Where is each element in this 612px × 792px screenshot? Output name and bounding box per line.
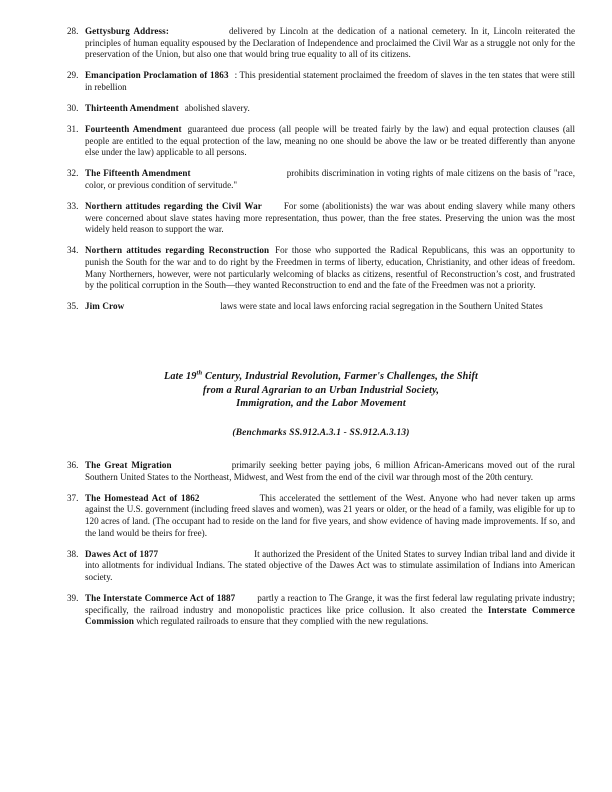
- list-item-body: For some (abolitionists) the war was about ending slavery while many others were concerned about slave states having more representation, thus power, than the free states. Preserving the union was the most widely held reason to support the war.: [85, 201, 575, 235]
- list-item-number: 31.: [67, 124, 79, 135]
- vertical-spacer: [67, 322, 575, 370]
- list-item-term: Fourteenth Amendment: [85, 124, 182, 135]
- numbered-list-bottom: [67, 460, 575, 628]
- list-item-term: The Interstate Commerce Act of 1887: [85, 592, 236, 603]
- vertical-spacer: [67, 411, 575, 427]
- list-item: [67, 26, 575, 61]
- section-heading-line-1-rest: Century, Industrial Revolution, Farmer's Challenges, the Shift: [202, 371, 478, 383]
- benchmarks-line: (Benchmarks SS.912.A.3.1 - SS.912.A.3.13): [232, 428, 410, 439]
- list-item-term: Dawes Act of 1877: [85, 548, 159, 559]
- list-item-body: abolished slavery.: [184, 102, 250, 113]
- ordinal-suffix: th: [196, 369, 203, 377]
- list-item-inline-term: Interstate Commerce Commission: [85, 604, 575, 627]
- section-heading-line-1: [67, 370, 575, 384]
- list-item-body: delivered by Lincoln at the dedication of a national cemetery. In it, Lincoln reiterated the principles of human equality espoused by the Declaration of Independence and proclaimed the Civil War as a struggle not only for the preservation of the Union, but also one that would bring true equality to all of its citizens.: [85, 26, 575, 60]
- list-item-body: laws were state and local laws enforcing racial segregation in the Southern United States: [220, 301, 543, 312]
- list-item-term: The Great Migration: [85, 460, 172, 471]
- list-item-body: guaranteed due process (all people will be treated fairly by the law) and equal protection clauses (all people are entitled to the equal protection of the law, meaning no one should be above the law or be treated differently than anyone else under the law) applicable to all persons.: [85, 124, 575, 158]
- list-item-body: prohibits discrimination in voting rights of male citizens on the basis of "race, color, or previous condition of servitude.": [85, 168, 575, 190]
- list-item-number: 29.: [67, 70, 79, 81]
- list-item: [67, 103, 575, 115]
- list-item-number: 34.: [67, 245, 79, 256]
- list-item: [67, 593, 575, 628]
- list-item-body: partly a reaction to The Grange, it was the first federal law regulating private industry; specifically, the railroad industry and monopolistic practices like price collusion. It also created the: [85, 592, 575, 615]
- list-item-number: 32.: [67, 168, 79, 179]
- list-item-term: Northern attitudes regarding the Civil War: [85, 201, 262, 212]
- list-item: [67, 245, 575, 291]
- list-item-term: The Fifteenth Amendment: [85, 168, 191, 179]
- list-item: [67, 124, 575, 159]
- list-item-body: It authorized the President of the United States to survey Indian tribal land and divide it into allotments for individual Indians. The stated objective of the Dawes Act was to stimulate assimilation of Indians into American society.: [85, 548, 575, 582]
- list-item-number: 38.: [67, 548, 79, 559]
- list-item-term: The Homestead Act of 1862: [85, 492, 200, 503]
- section-heading-block: [67, 370, 575, 411]
- list-item: [67, 168, 575, 191]
- vertical-spacer: [67, 440, 575, 460]
- list-item-term: Thirteenth Amendment: [85, 102, 179, 113]
- list-item-body: : This presidential statement proclaimed the freedom of slaves in the ten states that were still in rebellion: [85, 70, 575, 92]
- list-item-term: Gettysburg Address:: [85, 26, 169, 36]
- list-item: [67, 201, 575, 236]
- list-item-number: 30.: [67, 102, 79, 113]
- numbered-list-top: [67, 26, 575, 313]
- list-item: [67, 70, 575, 93]
- list-item-number: 36.: [67, 460, 79, 471]
- list-item: [67, 301, 575, 313]
- list-item-body: This accelerated the settlement of the West. Anyone who had never taken up arms against the U.S. government (including freed slaves and women), was 21 years or older, or the head of a family, was eligible for up to 120 acres of land. (The occupant had to reside on the land for five years, and show evidence of having made improvements. If so, and the land would be theirs for free).: [85, 492, 575, 538]
- list-item-number: 35.: [67, 301, 79, 312]
- list-item-number: 33.: [67, 201, 79, 212]
- list-item-body-continued: which regulated railroads to ensure that they complied with the new regulations.: [134, 616, 429, 627]
- section-heading-line-3: Immigration, and the Labor Movement: [236, 398, 406, 410]
- section-heading-line-1-prefix: Late 19: [164, 371, 197, 383]
- list-item: [67, 493, 575, 539]
- list-item: [67, 460, 575, 483]
- section-heading-line-2: from a Rural Agrarian to an Urban Industrial Society,: [202, 384, 440, 396]
- list-item-body: primarily seeking better paying jobs, 6 million African-Americans moved out of the rural Southern United States to the Northeast, Midwest, and West from the end of the civil war through most of the 20th century.: [85, 460, 576, 482]
- list-item-body: For those who supported the Radical Republicans, this was an opportunity to punish the South for the war and to do right by the Freedmen in terms of liberty, education, Christianity, and other ideas of freedom. Many Northerners, however, were not particularly welcoming of blacks as citizens, resentful of Reconstruction’s cost, and frustrated by the political corruption in the South—they wanted Reconstruction to end and the fate of the Freedmen was not a priority.: [85, 245, 575, 291]
- list-item-term: Emancipation Proclamation of 1863: [85, 70, 229, 81]
- list-item-number: 39.: [67, 592, 79, 603]
- list-item-number: 37.: [67, 492, 79, 503]
- list-item-number: 28.: [67, 26, 79, 36]
- list-item-term: Jim Crow: [85, 301, 125, 312]
- list-item: [67, 549, 575, 584]
- list-item-term: Northern attitudes regarding Reconstruction: [85, 245, 270, 256]
